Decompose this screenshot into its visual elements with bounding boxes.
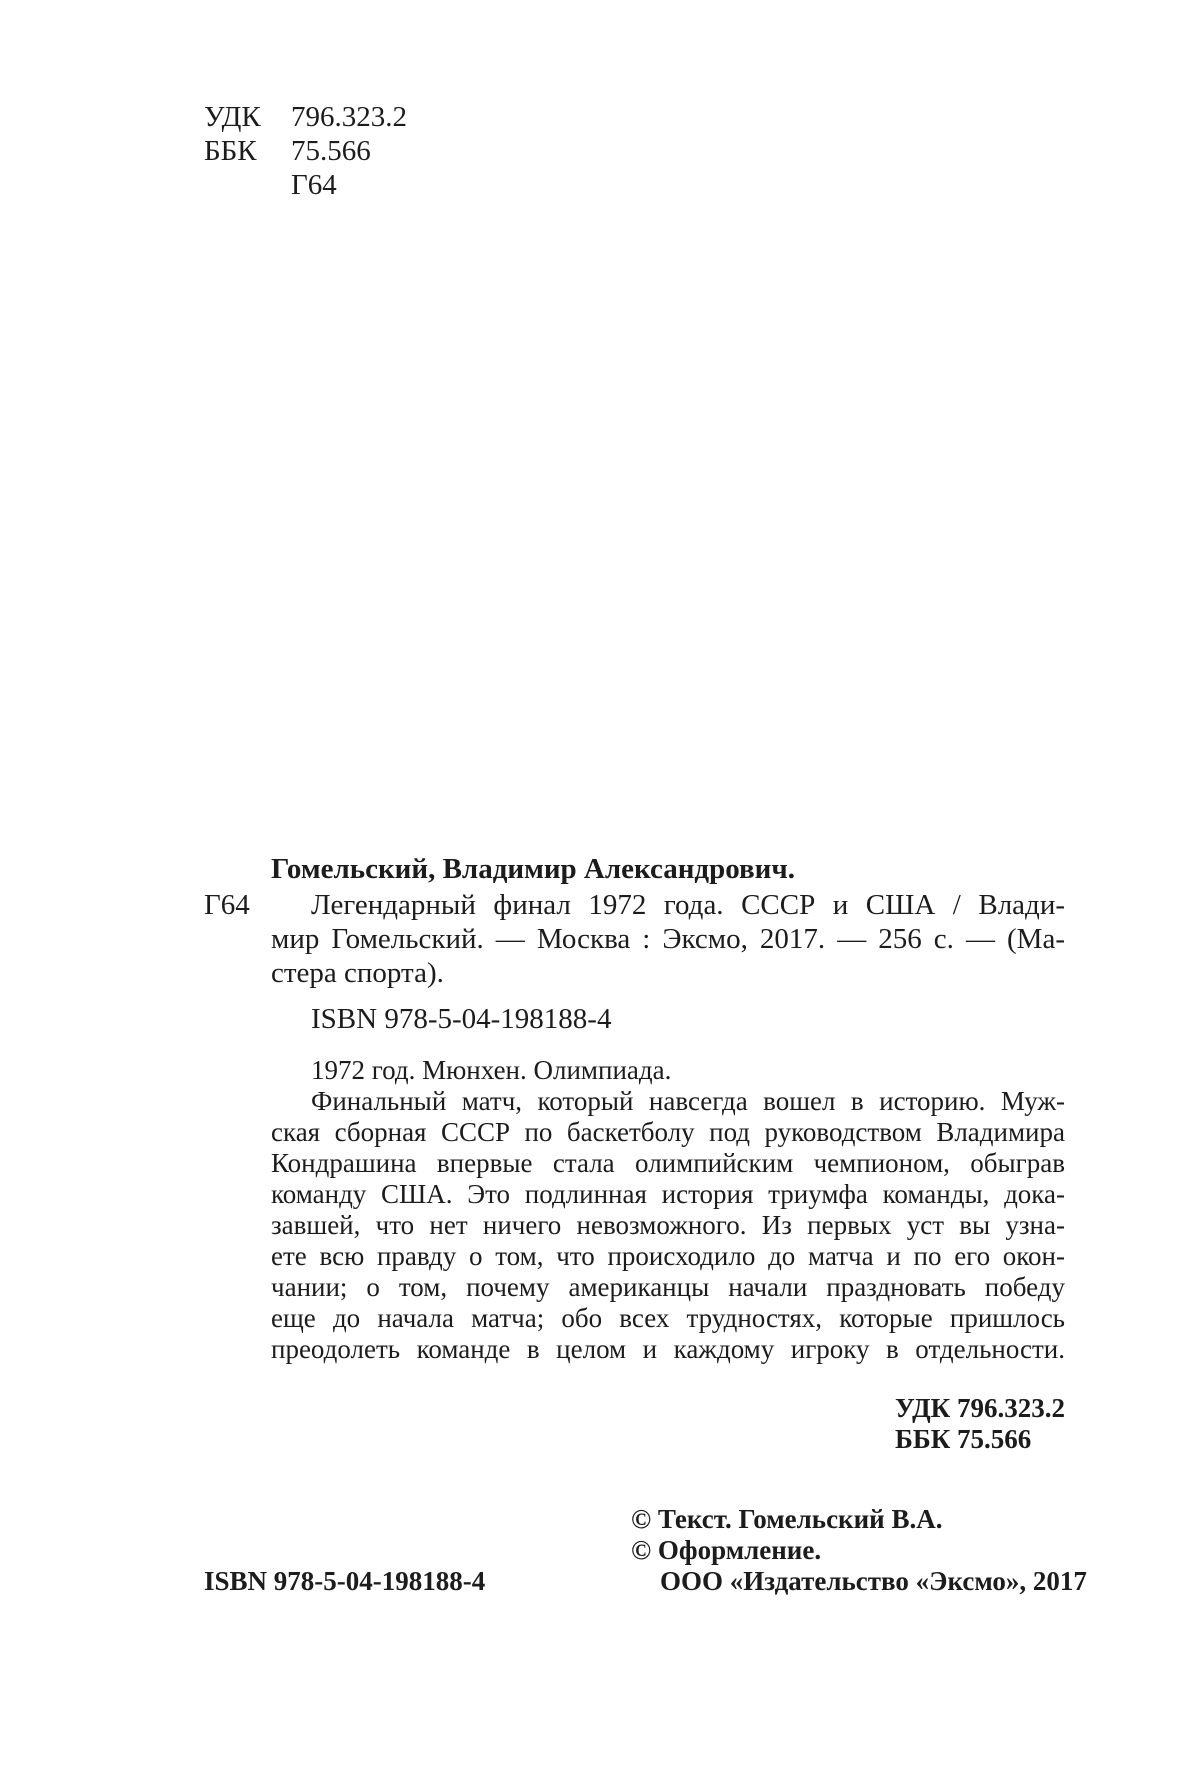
classification-block [204, 100, 464, 210]
publisher-line: ООО «Издательство «Эксмо», 2017 [660, 1566, 1087, 1596]
annotation-line: еще до начала матча; обо всех трудностях, которые пришлось [271, 1303, 1065, 1333]
udk-label: УДК [204, 101, 261, 133]
author-heading: Гомельский, Владимир Александрович. [271, 853, 795, 885]
author-mark-top: Г64 [291, 169, 337, 201]
author-mark-card: Г64 [204, 889, 250, 921]
annotation-line: Кондрашина впервые стала олимпийским чемпионом, обыграв [271, 1148, 1065, 1178]
bbk-label: ББК [204, 135, 257, 167]
udk-value: 796.323.2 [291, 101, 407, 133]
annotation-line: команду США. Это подлинная история триумфа команды, дока- [271, 1179, 1065, 1209]
copyright-text: © Текст. Гомельский В.А. [631, 1504, 943, 1534]
bbk-bottom: ББК 75.566 [895, 1424, 1032, 1454]
annotation-line: чании; о том, почему американцы начали праздновать победу [271, 1272, 1065, 1302]
annotation-line: ская сборная СССР по баскетболу под руководством Владимира [271, 1117, 1065, 1147]
bib-line-2: мир Гомельский. — Москва : Эксмо, 2017. — 256 с. — (Ма- [271, 923, 1065, 955]
bbk-value: 75.566 [291, 135, 371, 167]
annotation-line: 1972 год. Мюнхен. Олимпиада. [311, 1055, 672, 1085]
bib-line-3: стера спорта). [271, 957, 444, 989]
annotation-line: ете всю правду о том, что происходило до матча и по его окон- [271, 1241, 1065, 1271]
isbn-imprint: ISBN 978-5-04-198188-4 [204, 1566, 486, 1596]
isbn-card: ISBN 978-5-04-198188-4 [311, 1003, 612, 1035]
bib-line-1: Легендарный финал 1972 года. СССР и США / Влади- [311, 889, 1065, 921]
copyright-design: © Оформление. [631, 1535, 822, 1565]
annotation-line: преодолеть команде в целом и каждому игроку в отдельности. [271, 1334, 1065, 1364]
annotation-line: Финальный матч, который навсегда вошел в историю. Муж- [311, 1086, 1065, 1116]
annotation-line: завшей, что нет ничего невозможного. Из первых уст вы узна- [271, 1210, 1065, 1240]
udk-bottom: УДК 796.323.2 [895, 1393, 1065, 1423]
